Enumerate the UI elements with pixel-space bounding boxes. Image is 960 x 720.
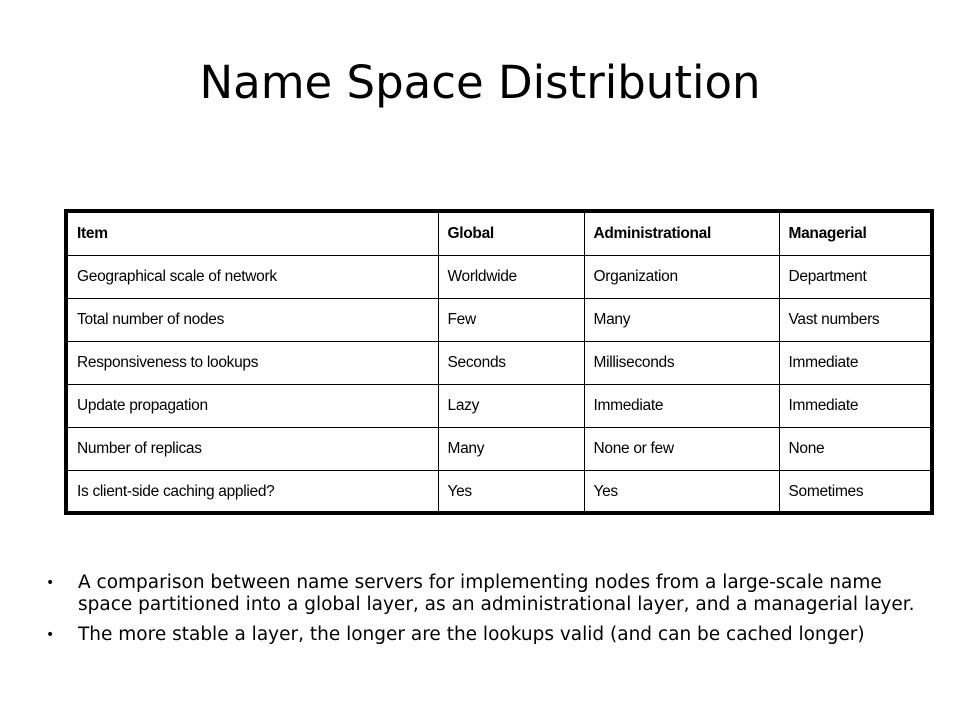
bullet-list bbox=[46, 572, 916, 654]
table-cell: Many bbox=[584, 299, 779, 342]
table-row bbox=[68, 385, 930, 428]
table-cell: Department bbox=[779, 256, 930, 299]
table-row bbox=[68, 256, 930, 299]
bullet-dot-icon: • bbox=[46, 575, 55, 591]
table-cell: Organization bbox=[584, 256, 779, 299]
list-item bbox=[46, 572, 916, 616]
bullet-dot-icon: • bbox=[46, 627, 55, 643]
table-row bbox=[68, 342, 930, 385]
table-cell: Few bbox=[438, 299, 584, 342]
bullet-text: The more stable a layer, the longer are the lookups valid (and can be cached longer) bbox=[78, 624, 865, 645]
table-cell: Responsiveness to lookups bbox=[68, 342, 438, 385]
slide-title: Name Space Distribution bbox=[199, 56, 761, 109]
table-cell: Yes bbox=[438, 471, 584, 514]
table-cell: Worldwide bbox=[438, 256, 584, 299]
table-cell: Number of replicas bbox=[68, 428, 438, 471]
table-cell: Seconds bbox=[438, 342, 584, 385]
table-cell: None or few bbox=[584, 428, 779, 471]
table-cell: Update propagation bbox=[68, 385, 438, 428]
table-row bbox=[68, 428, 930, 471]
comparison-table bbox=[68, 213, 930, 513]
table-cell: Total number of nodes bbox=[68, 299, 438, 342]
comparison-table-container bbox=[64, 209, 934, 515]
table-row bbox=[68, 299, 930, 342]
table-cell: Immediate bbox=[779, 385, 930, 428]
table-cell: None bbox=[779, 428, 930, 471]
header-global: Global bbox=[438, 213, 584, 256]
header-item: Item bbox=[68, 213, 438, 256]
table-cell: Yes bbox=[584, 471, 779, 514]
table-cell: Vast numbers bbox=[779, 299, 930, 342]
table-cell: Many bbox=[438, 428, 584, 471]
table-row bbox=[68, 471, 930, 514]
bullet-text: A comparison between name servers for implementing nodes from a large-scale name space partitioned into a global layer, as an administrational layer, and a managerial layer. bbox=[78, 572, 915, 615]
table-cell: Is client-side caching applied? bbox=[68, 471, 438, 514]
header-administrational: Administrational bbox=[584, 213, 779, 256]
table-cell: Immediate bbox=[584, 385, 779, 428]
table-cell: Milliseconds bbox=[584, 342, 779, 385]
table-header-row bbox=[68, 213, 930, 256]
header-managerial: Managerial bbox=[779, 213, 930, 256]
list-item bbox=[46, 624, 916, 646]
table-cell: Lazy bbox=[438, 385, 584, 428]
table-cell: Immediate bbox=[779, 342, 930, 385]
table-cell: Sometimes bbox=[779, 471, 930, 514]
table-cell: Geographical scale of network bbox=[68, 256, 438, 299]
